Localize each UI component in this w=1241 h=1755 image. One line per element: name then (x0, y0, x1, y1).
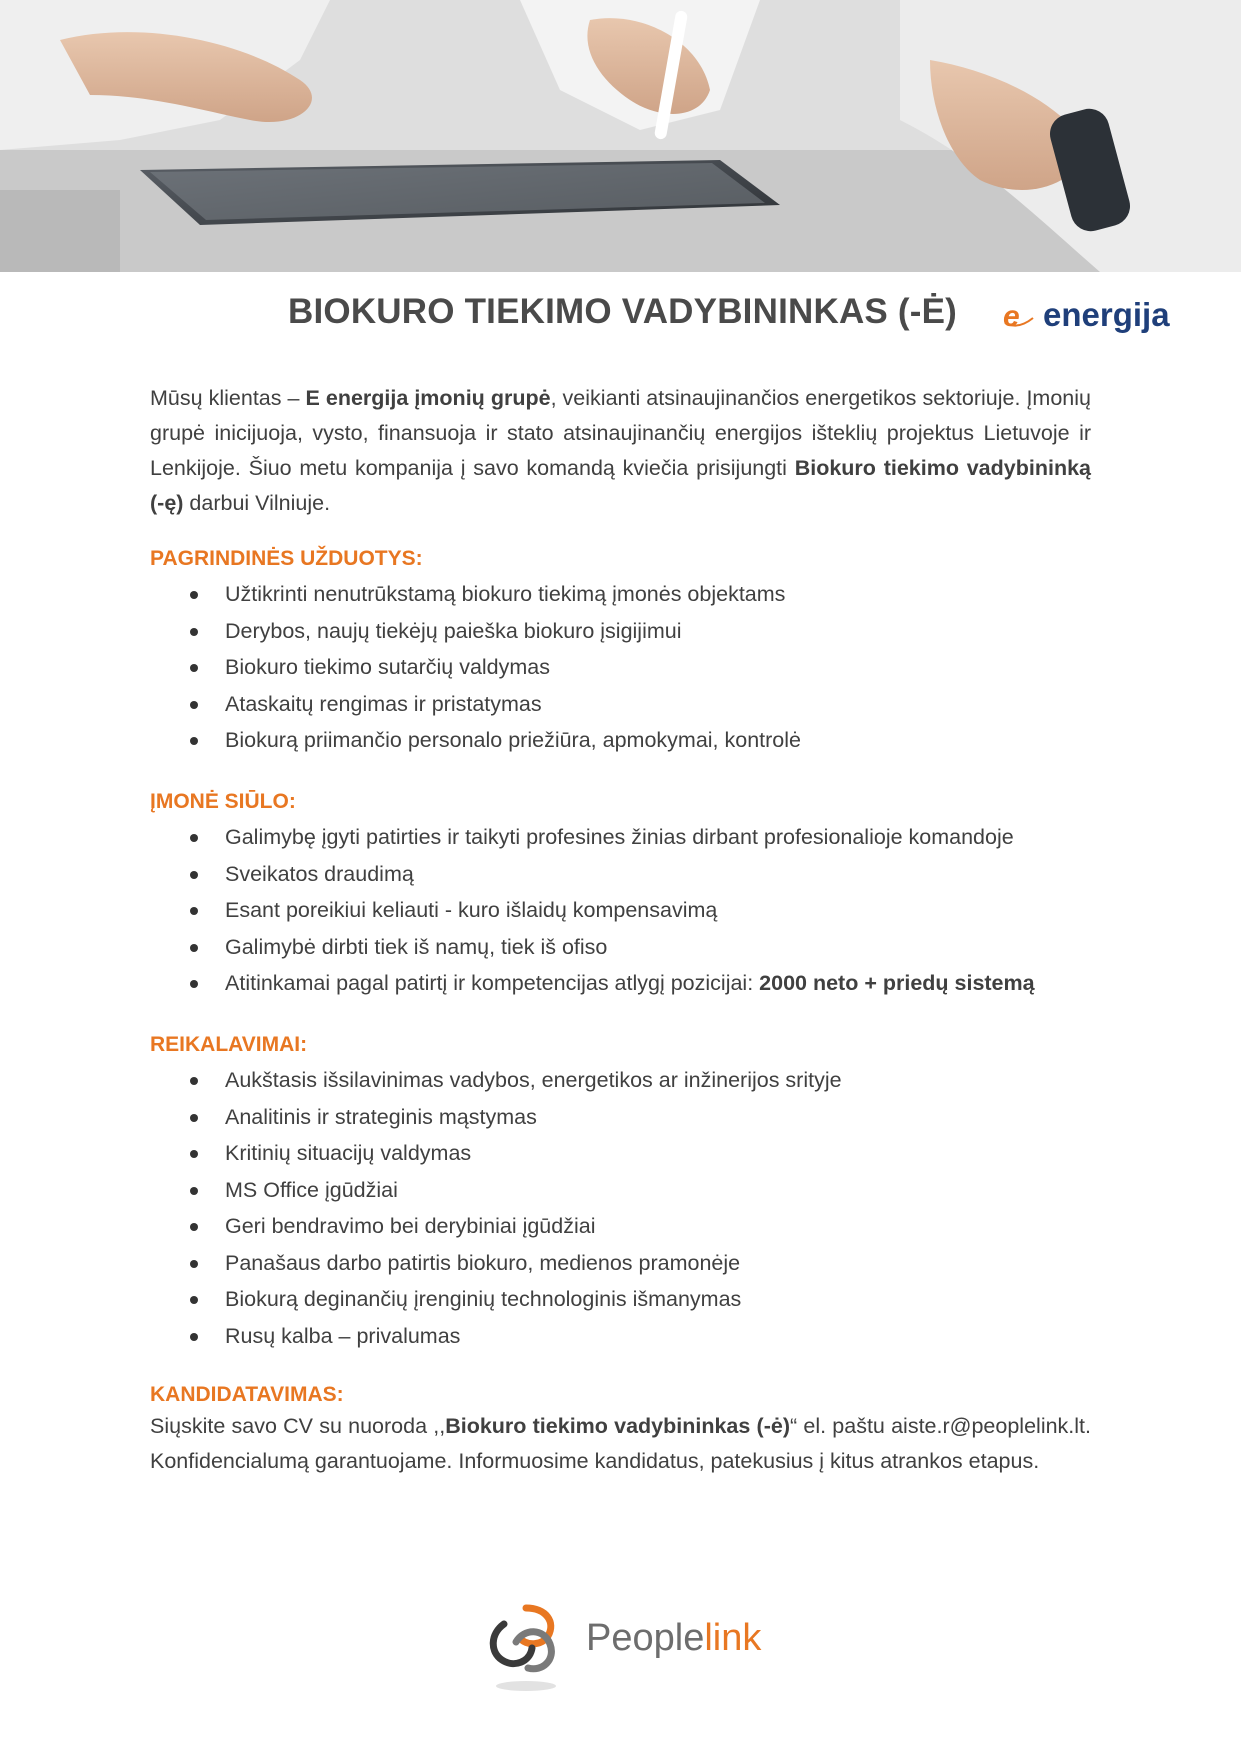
company-name: E energija įmonių grupė (305, 386, 551, 410)
header-photo (0, 0, 1241, 272)
list-item: Biokuro tiekimo sutarčių valdymas (150, 649, 1091, 686)
apply-heading: KANDIDATAVIMAS: (150, 1383, 344, 1406)
salary-value: 2000 neto + priedų sistemą (759, 971, 1035, 995)
list-item: Rusų kalba – privalumas (150, 1318, 1091, 1355)
requirements-section (150, 1033, 1091, 1354)
apply-section (150, 1383, 1091, 1479)
list-item: Esant poreikiui keliauti - kuro išlaidų kompensavimą (150, 892, 1091, 929)
peoplelink-knot-icon (486, 1602, 566, 1694)
list-item: Galimybė dirbti tiek iš namų, tiek iš ofiso (150, 929, 1091, 966)
salary-item: Atitinkamai pagal patirtį ir kompetencijas atlygį pozicijai: 2000 neto + priedų sistemą (150, 965, 1091, 1002)
intro-paragraph: Mūsų klientas – E energija įmonių grupė, veikianti atsinaujinančios energetikos sektoriuje. Įmonių grupė inicijuoja, vysto, finansuoja ir stato atsinaujinančių energijos išteklių projektus Lietuvoje ir Lenkijoje. Šiuo metu kompanija į savo komandą kviečia prisijungti Biokuro tiekimo vadybininką (-ę) darbui Vilniuje. (150, 386, 1091, 515)
peoplelink-logo (486, 1602, 566, 1699)
logo-prefix: e (1003, 300, 1020, 333)
list-item: Kritinių situacijų valdymas (150, 1135, 1091, 1172)
list-item: Geri bendravimo bei derybiniai įgūdžiai (150, 1208, 1091, 1245)
page-title: BIOKURO TIEKIMO VADYBININKAS (-Ė) (288, 292, 958, 331)
e-energija-logo (1003, 296, 1193, 345)
logo-wordmark: energija (1043, 296, 1170, 333)
list-item: Biokurą priimančio personalo priežiūra, apmokymai, kontrolė (150, 722, 1091, 759)
list-item: Sveikatos draudimą (150, 856, 1091, 893)
list-item: Ataskaitų rengimas ir pristatymas (150, 686, 1091, 723)
list-item: Galimybę įgyti patirties ir taikyti profesines žinias dirbant profesionalioje komandoje (150, 819, 1091, 856)
offers-section (150, 790, 1091, 1002)
apply-reference: Biokuro tiekimo vadybininkas (-ė) (445, 1414, 790, 1438)
list-item: Analitinis ir strateginis mąstymas (150, 1099, 1091, 1136)
list-item: Panašaus darbo patirtis biokuro, medienos pramonėje (150, 1245, 1091, 1282)
offers-heading: ĮMONĖ SIŪLO: (150, 790, 296, 813)
list-item: Užtikrinti nenutrūkstamą biokuro tiekimą įmonės objektams (150, 576, 1091, 613)
list-item: Aukštasis išsilavinimas vadybos, energetikos ar inžinerijos srityje (150, 1062, 1091, 1099)
list-item: Derybos, naujų tiekėjų paieška biokuro įsigijimui (150, 613, 1091, 650)
duties-section (150, 547, 1091, 759)
apply-paragraph: Siųskite savo CV su nuoroda ,,Biokuro tiekimo vadybininkas (-ė)“ el. paštu aiste.r@peoplelink.lt. Konfidencialumą garantuojame. Informuosime kandidatus, patekusius į kitus atrankos etapus. (150, 1414, 1091, 1473)
office-meeting-image (0, 0, 1241, 272)
list-item: Biokurą deginančių įrenginių technologinis išmanymas (150, 1281, 1091, 1318)
position-name: Biokuro tiekimo vadybininką (-ę) (150, 456, 1091, 515)
list-item: MS Office įgūdžiai (150, 1172, 1091, 1209)
peoplelink-wordmark: Peoplelink (586, 1617, 762, 1659)
e-energija-logo-mark (1003, 296, 1193, 340)
requirements-heading: REIKALAVIMAI: (150, 1033, 308, 1056)
duties-heading: PAGRINDINĖS UŽDUOTYS: (150, 547, 423, 570)
